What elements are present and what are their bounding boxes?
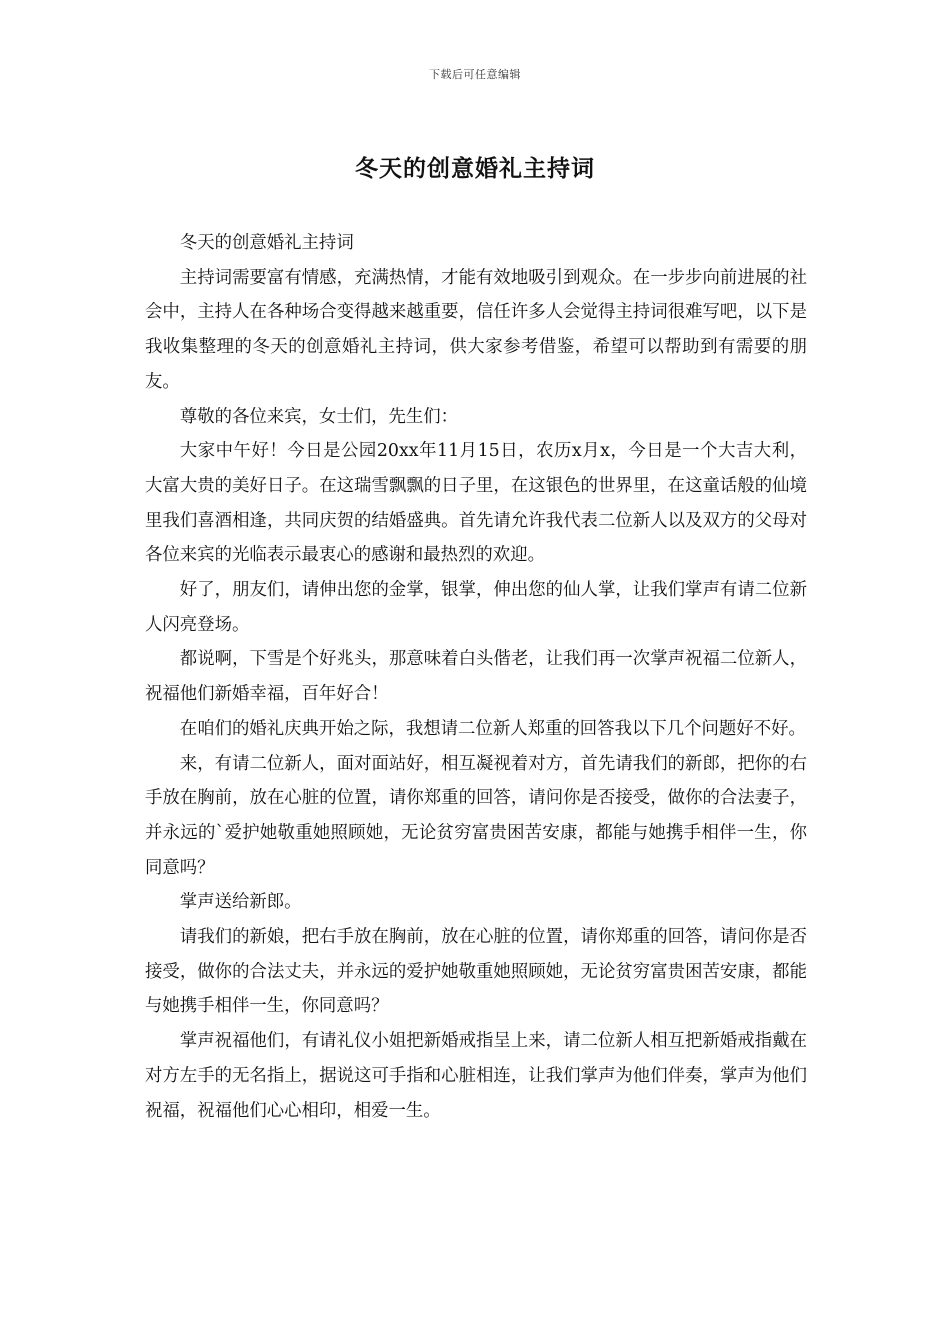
paragraph: 在咱们的婚礼庆典开始之际，我想请二位新人郑重的回答我以下几个问题好不好。: [179, 718, 806, 739]
paragraph-greeting: 尊敬的各位来宾，女士们，先生们：: [179, 406, 459, 427]
paragraph: 掌声送给新郎。: [179, 892, 302, 913]
paragraph-subtitle: 冬天的创意婚礼主持词: [179, 233, 354, 253]
paragraph: 大家中午好！今日是公园20xx年11月15日，农历x月x，今日是一个大吉大利，大富大贵的美好日子。在这瑞雪飘飘的日子里，在这银色的世界里，在这童话般的仙境里我们喜酒相逢，共同庆贺的结婚盛典。首先请允许我代表二位新人以及双方的父母对各位来宾的光临表示最衷心的感谢和最热烈的欢迎。: [145, 441, 807, 566]
document-body: [145, 226, 807, 1128]
document-title: 冬天的创意婚礼主持词: [355, 155, 595, 182]
paragraph: 主持词需要富有情感，充满热情，才能有效地吸引到观众。在一步步向前进展的社会中，主持人在各种场合变得越来越重要，信任许多人会觉得主持词很难写吧，以下是我收集整理的冬天的创意婚礼主持词，供大家参考借鉴，希望可以帮助到有需要的朋友。: [145, 267, 807, 392]
header-note: 下载后可任意编辑: [429, 68, 521, 81]
paragraph: 掌声祝福他们，有请礼仪小姐把新婚戒指呈上来，请二位新人相互把新婚戒指戴在对方左手的无名指上，据说这可手指和心脏相连，让我们掌声为他们伴奏，掌声为他们祝福，祝福他们心心相印，相爱一生。: [145, 1031, 807, 1121]
paragraph: 请我们的新娘，把右手放在胸前，放在心脏的位置，请你郑重的回答，请问你是否接受，做你的合法丈夫，并永远的爱护她敬重她照顾她，无论贫穷富贵困苦安康，都能与她携手相伴一生，你同意吗？: [145, 927, 807, 1017]
paragraph: 来，有请二位新人，面对面站好，相互凝视着对方，首先请我们的新郎，把你的右手放在胸前，放在心脏的位置，请你郑重的回答，请问你是否接受，做你的合法妻子，并永远的`爱护她敬重她照顾她，无论贫穷富贵困苦安康，都能与她携手相伴一生，你同意吗？: [145, 753, 807, 878]
paragraph: 都说啊，下雪是个好兆头，那意味着白头偕老，让我们再一次掌声祝福二位新人，祝福他们新婚幸福，百年好合！: [145, 649, 807, 705]
paragraph: 好了，朋友们，请伸出您的金掌，银掌，伸出您的仙人掌，让我们掌声有请二位新人闪亮登场。: [145, 580, 807, 635]
